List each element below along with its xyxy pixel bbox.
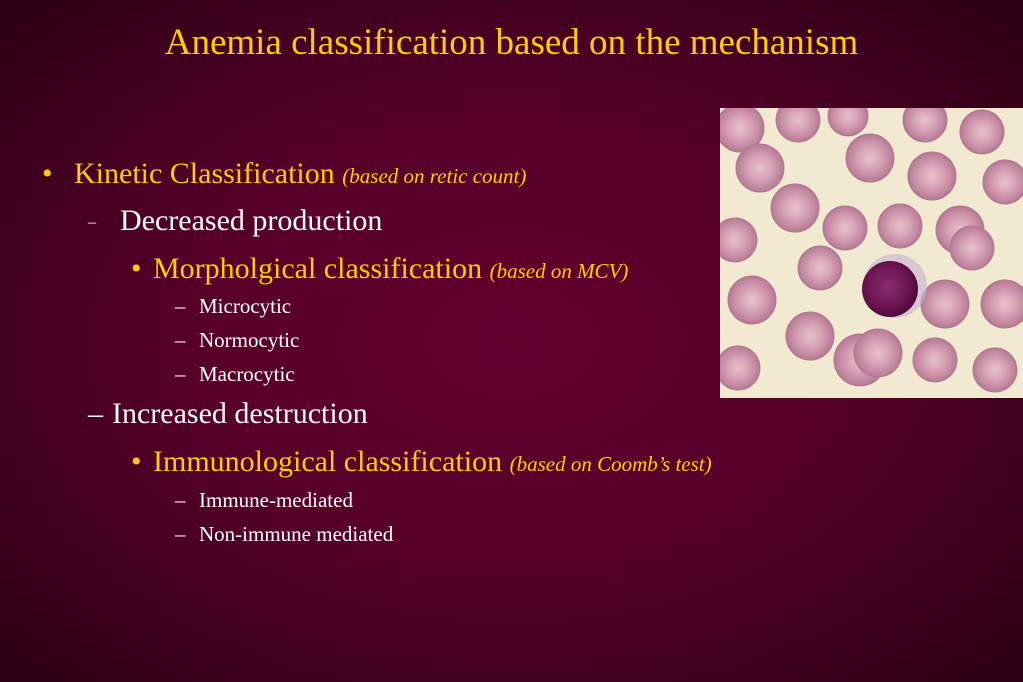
morphological-classification-label: Morpholgical classification <box>153 252 483 285</box>
dash-marker: – <box>175 294 186 318</box>
immunological-classification-item <box>131 445 712 480</box>
morphology-list-item <box>175 328 299 352</box>
bullet-marker: • <box>131 252 142 285</box>
decreased-production-item <box>88 204 382 239</box>
immune-mediated-label: Immune-mediated <box>199 488 353 512</box>
slide-title: Anemia classification based on the mechanism <box>164 22 859 63</box>
dash-marker: – <box>175 488 186 512</box>
microcytic-label: Microcytic <box>199 294 292 318</box>
increased-destruction-item <box>88 397 368 432</box>
immunology-list-item <box>175 488 353 512</box>
blood-smear-image <box>720 108 1023 398</box>
dash-marker: – <box>175 522 186 546</box>
dash-marker: – <box>88 397 103 430</box>
morphological-classification-item <box>131 252 628 287</box>
morphological-classification-note: (based on MCV) <box>489 259 629 283</box>
blood-smear-micrograph <box>720 108 1023 398</box>
macrocytic-label: Macrocytic <box>199 362 295 386</box>
immunological-classification-note: (based on Coomb’s test) <box>509 452 712 476</box>
morphology-list-item <box>175 294 291 318</box>
decreased-production-label: Decreased production <box>120 204 383 237</box>
dash-marker: – <box>88 213 96 231</box>
normocytic-label: Normocytic <box>199 328 300 352</box>
kinetic-classification-note: (based on retic count) <box>342 164 527 188</box>
kinetic-classification-item <box>42 157 526 192</box>
bullet-marker: • <box>42 157 53 190</box>
bullet-marker: • <box>131 445 142 478</box>
dash-marker: – <box>175 328 186 352</box>
dash-marker: – <box>175 362 186 386</box>
increased-destruction-label: Increased destruction <box>112 397 368 430</box>
kinetic-classification-label: Kinetic Classification <box>74 157 335 190</box>
morphology-list-item <box>175 362 295 386</box>
lymphocyte-nucleus <box>862 261 918 317</box>
immunological-classification-label: Immunological classification <box>153 445 503 478</box>
immunology-list-item <box>175 522 393 546</box>
non-immune-mediated-label: Non-immune mediated <box>199 522 394 546</box>
